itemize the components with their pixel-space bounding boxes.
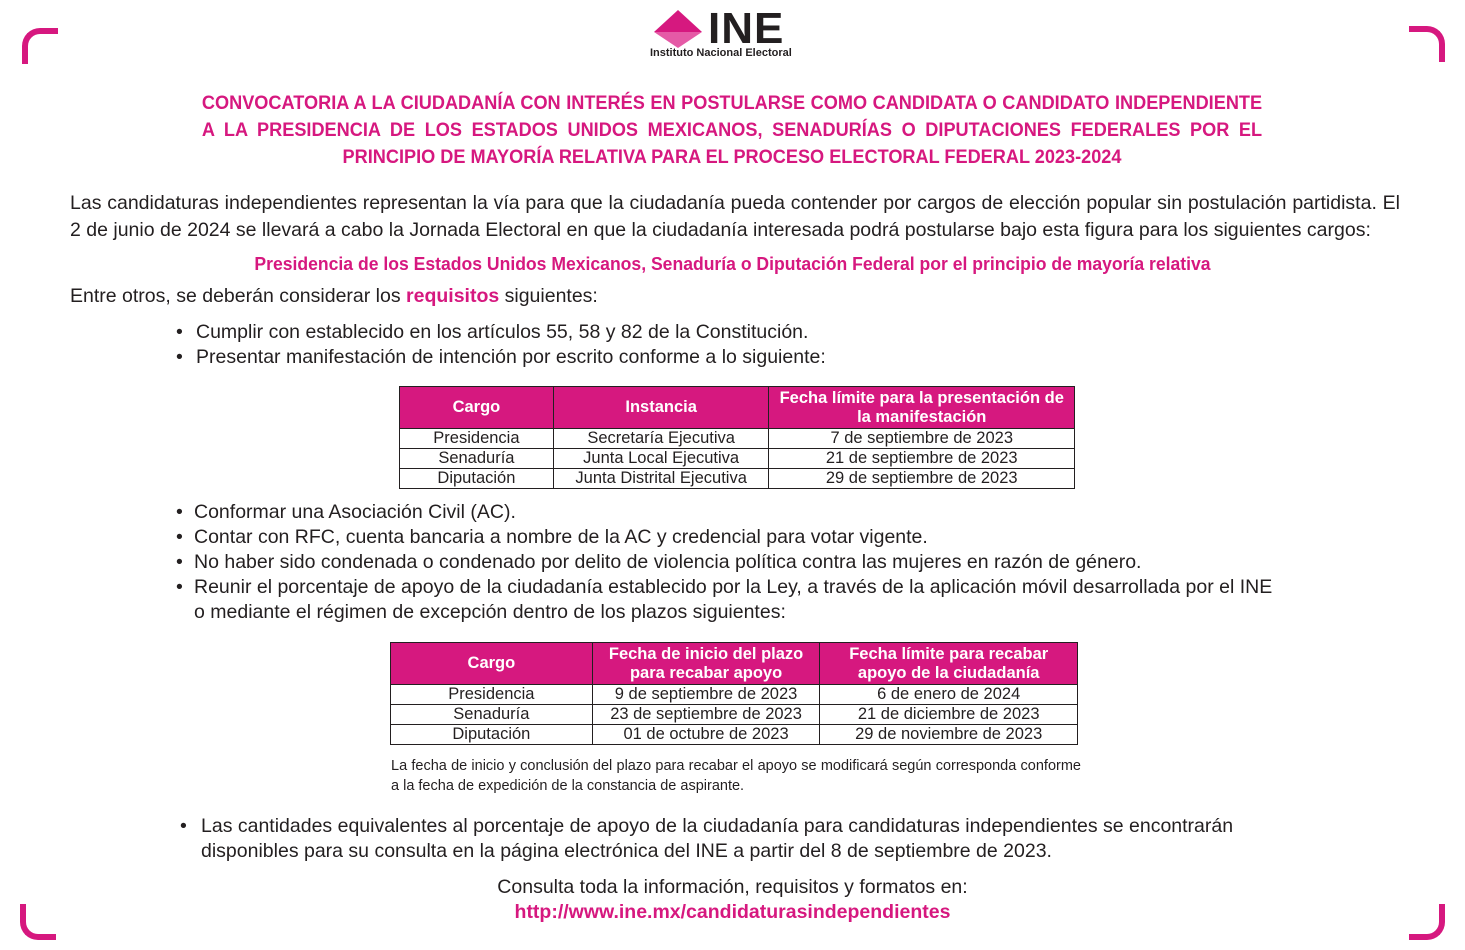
table-header-cell: Instancia [553, 387, 769, 429]
table-row [391, 685, 1078, 705]
consulta-text: Consulta toda la información, requisitos y formatos en: [497, 876, 968, 898]
list-item [176, 320, 808, 345]
table-header-cell: Cargo [391, 643, 593, 685]
table-cell: 7 de septiembre de 2023 [769, 429, 1075, 449]
table-row [391, 725, 1078, 745]
bullet-icon: • [176, 346, 183, 368]
list-item-text: Contar con RFC, cuenta bancaria a nombre de la AC y credencial para votar vigente. [194, 526, 928, 548]
table-cell: Diputación [391, 725, 593, 745]
logo-text: INE [708, 4, 785, 53]
list-item-text: Reunir el porcentaje de apoyo de la ciudadanía establecido por la Ley, a través de la aplicación móvil desarrollada por el INE o mediante el régimen de excepción dentro de los plazos siguientes: [194, 576, 1273, 623]
table-cell: Senaduría [400, 449, 554, 469]
table-row [400, 449, 1075, 469]
table-cell: Senaduría [391, 705, 593, 725]
list-item-text: Las cantidades equivalentes al porcentaje de apoyo de la ciudadanía para candidaturas independientes se encontrarán disponibles para su consulta en la página electrónica del INE a partir del 8 de septiembre de 2023. [201, 815, 1234, 862]
table-cell: 6 de enero de 2024 [820, 685, 1078, 705]
ine-logo [648, 6, 823, 62]
requirements-after: siguientes: [499, 285, 598, 307]
list-item [176, 345, 826, 370]
list-item-text: No haber sido condenada o condenado por delito de violencia política contra las mujeres en razón de género. [194, 551, 1142, 573]
requirements-before: Entre otros, se deberán considerar los [70, 285, 407, 307]
bullet-icon: • [176, 501, 183, 523]
table-cell: 29 de septiembre de 2023 [769, 469, 1075, 489]
bullet-icon: • [176, 576, 183, 598]
ine-diamond-icon [650, 10, 706, 50]
list-item [180, 814, 1260, 864]
table-header-cell: Cargo [400, 387, 554, 429]
corner-bracket-top-right [1409, 26, 1445, 62]
list-item [176, 525, 928, 550]
list-item [176, 550, 1141, 575]
table-cell: Presidencia [391, 685, 593, 705]
table-cell: 29 de noviembre de 2023 [820, 725, 1078, 745]
logo-subtitle: Instituto Nacional Electoral [650, 47, 792, 59]
table-row [391, 705, 1078, 725]
table-cell: 23 de septiembre de 2023 [592, 705, 820, 725]
bullet-icon: • [176, 526, 183, 548]
list-item [176, 500, 516, 525]
table-cell: 21 de diciembre de 2023 [820, 705, 1078, 725]
table-row [400, 469, 1075, 489]
intro-paragraph: Las candidaturas independientes representan la vía para que la ciudadanía pueda contender por cargos de elección popular sin postulación partidista. El 2 de junio de 2024 se llevará a cabo la Jornada Electoral en que la ciudadanía interesada podrá postularse bajo esta figura para los siguientes cargos: [70, 192, 1400, 241]
list-item-text: Presentar manifestación de intención por escrito conforme a lo siguiente: [196, 346, 826, 368]
table-row [400, 429, 1075, 449]
table-footnote: La fecha de inicio y conclusión del plazo para recabar el apoyo se modificará según corresponda conforme a la fecha de expedición de la constancia de aspirante. [391, 758, 1081, 794]
corner-bracket-top-left [22, 28, 58, 64]
requirements-highlight: requisitos [406, 285, 500, 307]
list-item-text: Conformar una Asociación Civil (AC). [194, 501, 516, 523]
table-cell: Junta Distrital Ejecutiva [553, 469, 769, 489]
list-item [176, 575, 1286, 625]
table-header-cell: Fecha de inicio del plazo para recabar apoyo [592, 643, 820, 685]
table-header-cell: Fecha límite para la presentación de la manifestación [769, 387, 1075, 429]
table-cell: 9 de septiembre de 2023 [592, 685, 820, 705]
table-cell: 21 de septiembre de 2023 [769, 449, 1075, 469]
page-title: CONVOCATORIA A LA CIUDADANÍA CON INTERÉS EN POSTULARSE COMO CANDIDATA O CANDIDATO INDEPENDIENTE A LA PRESIDENCIA DE LOS ESTADOS UNIDOS MEXICANOS, SENADURÍAS O DIPUTACIONES FEDERALES POR EL PRINCIPIO DE MAYORÍA RELATIVA PARA EL PROCESO ELECTORAL FEDERAL 2023-2024 [201, 92, 1263, 168]
table-header-row [391, 643, 1078, 685]
bullet-icon: • [176, 321, 183, 343]
table-cell: Diputación [400, 469, 554, 489]
manifestation-table [399, 386, 1075, 489]
info-link[interactable]: http://www.ine.mx/candidaturasindependientes [514, 901, 951, 923]
bullet-icon: • [180, 815, 187, 837]
table-cell: Secretaría Ejecutiva [553, 429, 769, 449]
requirements-line [70, 285, 598, 308]
table-cell: Junta Local Ejecutiva [553, 449, 769, 469]
support-period-table [390, 642, 1078, 745]
bullet-icon: • [176, 551, 183, 573]
table-header-row [400, 387, 1075, 429]
table-cell: Presidencia [400, 429, 554, 449]
table-header-cell: Fecha límite para recabar apoyo de la ciudadanía [820, 643, 1078, 685]
list-item-text: Cumplir con establecido en los artículos 55, 58 y 82 de la Constitución. [196, 321, 809, 343]
table-cell: 01 de octubre de 2023 [592, 725, 820, 745]
positions-subtitle: Presidencia de los Estados Unidos Mexicanos, Senaduría o Diputación Federal por el principio de mayoría relativa [254, 253, 1211, 274]
